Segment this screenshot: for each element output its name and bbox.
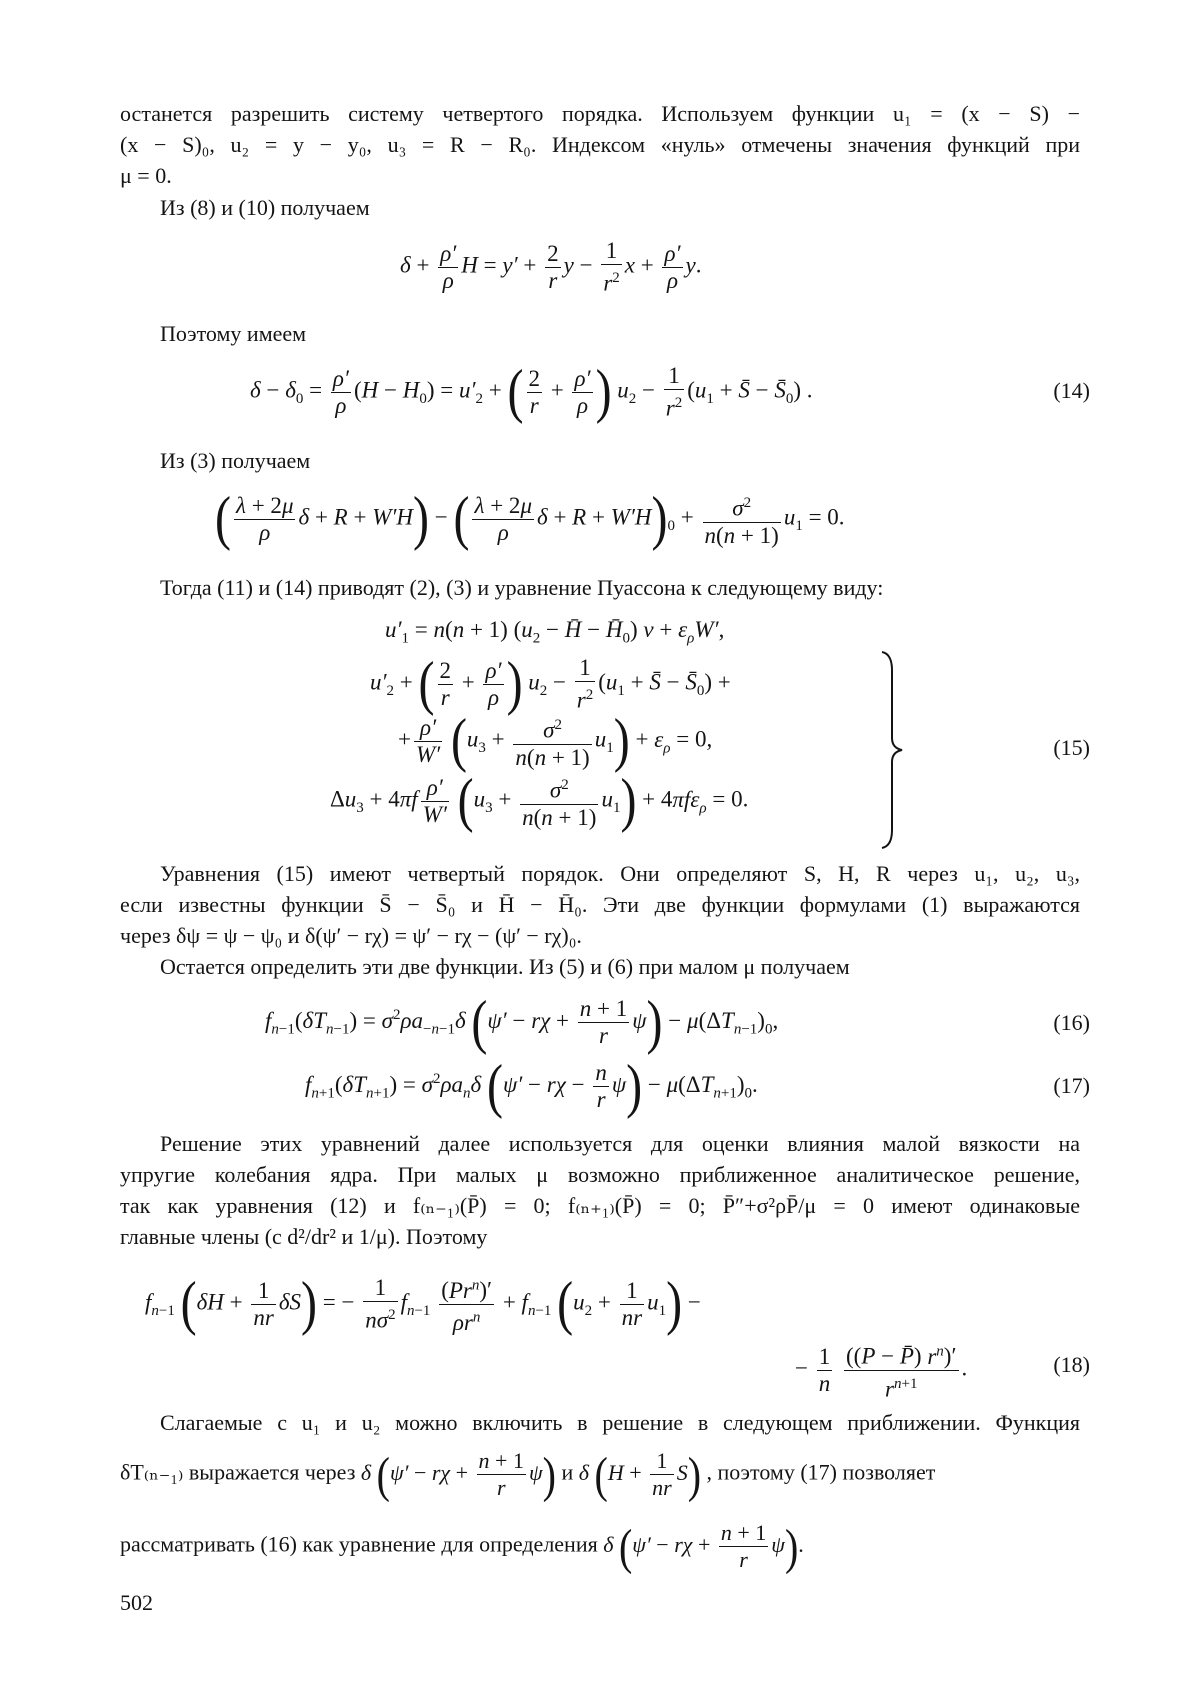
text-line [120,1517,804,1574]
text-line: если известны функции S̄ − S̄₀ и H̄ − H̄₀. Эти две функции формулами (1) выражаются [120,892,1080,917]
text-line: Слагаемые с u₁ и u₂ можно включить в решение в следующем приближении. Функция [160,1410,1080,1435]
equation-15-line4: $\Delta u_3 + 4\pi f$ $\frac{\rho'}{W'}$ ($u_3$ + $\frac{\sigma^2}{n(n + 1)}$ $u_1) + 4\pi f\varepsilon_\rho = 0$. [330,767,749,834]
equation-number: (14) [1053,378,1090,403]
text-line: останется разрешить систему четвертого порядка. Используем функции u₁ = (x − S) − [120,101,1080,126]
text-line: Уравнения (15) имеют четвертый порядок. Они определяют S, H, R через u₁, u₂, u₃, [160,861,1080,886]
inline-formula: δ (ψ′ − rχ + $\frac{n + 1}{r}$ ψ) [360,1445,556,1502]
equation-number: (16) [1053,1010,1090,1035]
equation: ( $\frac{\lambda + 2\mu}{\rho}$ δ + R + W′H) − ( $\frac{\lambda + 2\mu}{\rho}$ $\delta + R + W'H)_0$ + $\frac{\sigma^2}{n(n + 1)}$ $u_1 = 0$. [215,485,845,552]
equation-number: (18) [1053,1352,1090,1377]
equation-number: (15) [1053,735,1090,760]
equation-16: $f_{n-1}(\delta T_{n-1}) = \sigma^2\rho a_{-n-1}\delta$ (ψ′ − rχ + $\frac{n + 1}{r}$ $\psi) - \mu(\Delta T_{n-1})_0$, [265,988,779,1055]
text-line: Тогда (11) и (14) приводят (2), (3) и уравнение Пуассона к следующему виду: [160,575,884,600]
text-line: главные члены (с d²/dr² и 1/μ). Поэтому [120,1224,488,1249]
text-fragment: и [561,1459,574,1485]
text-line: Решение этих уравнений далее используется для оценки влияния малой вязкости на [160,1131,1080,1156]
text-line: Из (3) получаем [160,448,311,473]
inline-formula: δ (ψ′ − rχ + $\frac{n + 1}{r}$ ψ). [603,1517,804,1574]
text-fragment: , поэтому (17) позволяет [706,1459,936,1485]
equation-15-line3: + $\frac{\rho'}{W'}$ ($u_3$ + $\frac{\sigma^2}{n(n + 1)}$ $u_1) + \varepsilon_\rho = 0$, [398,707,713,774]
equation-17: $f_{n+1}(\delta T_{n+1}) = \sigma^2\rho a_n\delta$ (ψ′ − rχ − $\frac{n}{r}$ $\psi) - \mu(\Delta T_{n+1})_0$. [305,1052,758,1119]
equation-18-line2: − $\frac{1}{n}$ $\frac{((P - P̄) r^n)'}{r^{n+1}}$ . [795,1338,967,1402]
text-fragment: рассматривать (16) как уравнение для определения [120,1531,598,1557]
text-line: через δψ = ψ − ψ₀ и δ(ψ′ − rχ) = ψ′ − rχ − (ψ′ − rχ)₀. [120,923,582,948]
text-line: Остается определить эти две функции. Из (5) и (6) при малом μ получаем [160,954,850,979]
text-line [120,1445,936,1502]
equation-18-line1: $f_{n-1}$ (δH + $\frac{1}{nr}$ δS) = − $\frac{1}{n\sigma^2}$ $f_{n-1}$ $\frac{(Pr^n)'}{\rho r^n}$ + $f_{n-1}$ ($u_2$ + $\frac{1}{nr}$ $u_1$) − [145,1270,701,1337]
text-line: упругие колебания ядра. При малых μ возможно приближенное аналитическое решение, [120,1162,1080,1187]
text-line: Поэтому имеем [160,321,307,346]
text-line: так как уравнения (12) и f₍ₙ₋₁₎(P̄) = 0; f₍ₙ₊₁₎(P̄) = 0; P̄″+σ²ρP̄/μ = 0 имеют одинаковые [120,1193,1080,1218]
text-line: Из (8) и (10) получаем [160,195,370,220]
text-line: μ = 0. [120,163,172,188]
equation-14: $\delta - \delta_0$ = $\frac{\rho'}{\rho}$ $(H - H_0) = u'_2$ + ( $\frac{2}{r}$ + $\frac{\rho'}{\rho}$ ) $u_2$ − $\frac{1}{r^2}$ ($u_1$ + S̄ − $S̄_0$) . [250,358,813,425]
right-brace-icon [880,650,904,850]
text-fragment: δT₍ₙ₋₁₎ выражается через [120,1459,356,1485]
equation-15-line1: $u'_1 = n(n + 1) (u_2$ − H̄ − $H̄_0$) $\nu + \varepsilon_\rho W'$, [385,617,725,647]
equation-15-line2: $u'_2$ + ( $\frac{2}{r}$ + $\frac{\rho'}{\rho}$ ) $u_2$ − $\frac{1}{r^2}$ ($u_1$ + S̄ − $S̄_0$) + [370,650,731,717]
inline-formula: δ (H + $\frac{1}{nr}$ S) [578,1445,702,1502]
equation: δ + $\frac{\rho'}{\rho}$ H = y′ + $\frac{2}{r}$ y − $\frac{1}{r^2}$ x + $\frac{\rho'}{\rho}$ y. [400,238,702,296]
text-line: (x − S)₀, u₂ = y − y₀, u₃ = R − R₀. Индексом «нуль» отмечены значения функций при [120,132,1080,157]
page-number: 502 [120,1590,153,1615]
equation-number: (17) [1053,1073,1090,1098]
